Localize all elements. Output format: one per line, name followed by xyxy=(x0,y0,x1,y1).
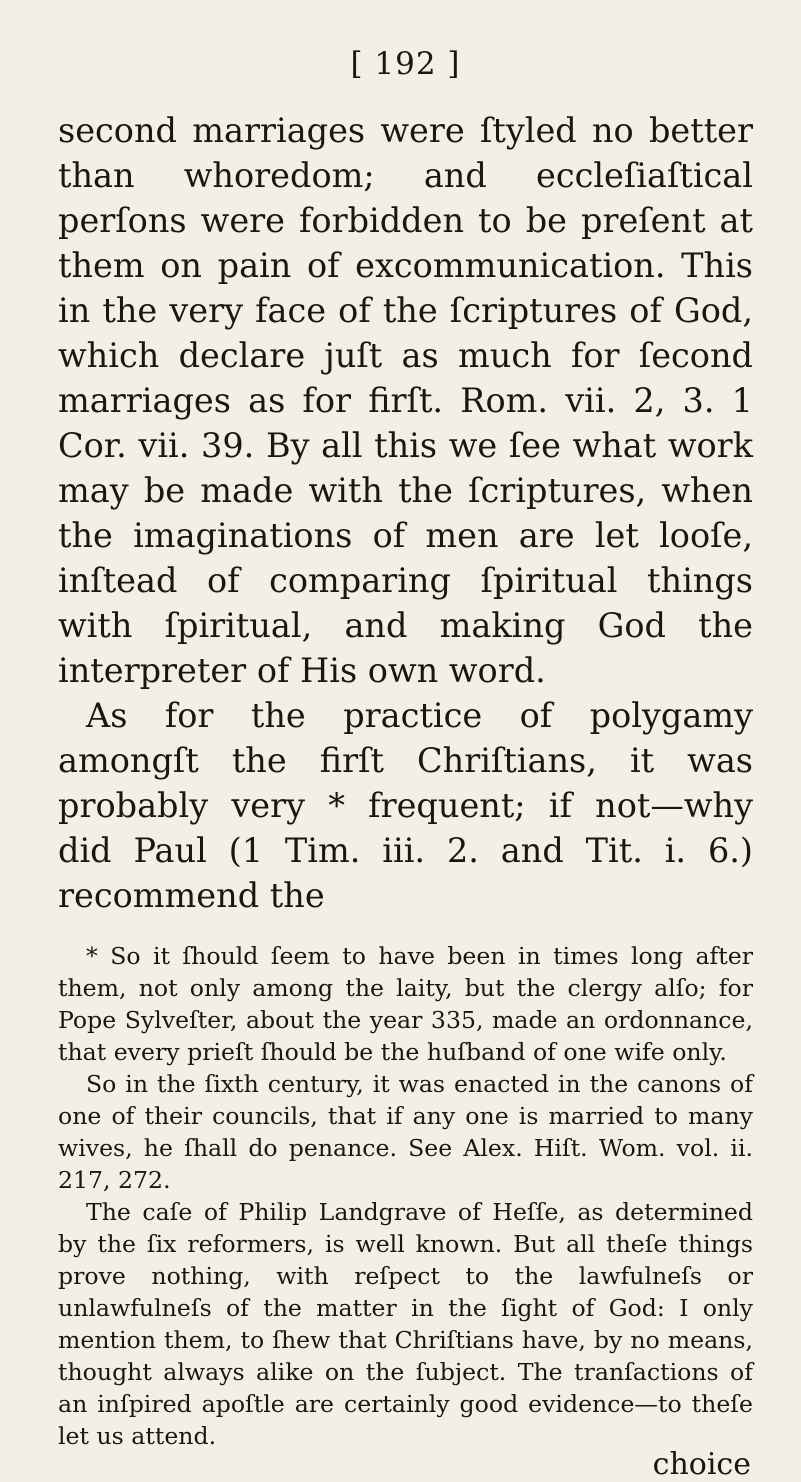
main-paragraph-2: As for the practice of polygamy amongſt the firſt Chriſtians, it was probably very * frequent; if not—why did Paul (1 Tim. iii. 2. and Tit. i. 6.) recommend the xyxy=(58,696,753,915)
page-number: [ 192 ] xyxy=(350,46,461,82)
main-paragraph-1: second marriages were ſtyled no better than whoredom; and eccleſiaſtical perſons were forbidden to be preſent at them on pain of excommunication. This in the very face of the ſcriptures of God, which declare juſt as much for ſecond marriages as for firſt. Rom. vii. 2, 3. 1 Cor. vii. 39. By all this we ſee what work may be made with the ſcriptures, when the imaginations of men are let looſe, inſtead of comparing ſpiritual things with ſpiritual, and making God the interpreter of His own word. xyxy=(58,111,753,690)
footnotes xyxy=(58,940,753,1452)
catchword: choice xyxy=(652,1447,751,1482)
footnote-1: * So it ſhould ſeem to have been in times long after them, not only among the laity, but the clergy alſo; for Pope Sylveſter, about the year 335, made an ordonnance, that every prieſt ſhould be the huſband of one wife only. xyxy=(58,942,753,1066)
main-text xyxy=(58,108,753,918)
footnote-3: The caſe of Philip Landgrave of Heſſe, as determined by the ſix reformers, is well known. But all theſe things prove nothing, with reſpect to the lawfulneſs or unlawfulneſs of the matter in the ſight of God: I only mention them, to ſhew that Chriſtians have, by no means, thought always alike on the ſubject. The tranſactions of an inſpired apoſtle are certainly good evidence—to theſe let us attend. xyxy=(58,1198,753,1450)
footnote-2: So in the ſixth century, it was enacted in the canons of one of their councils, that if any one is married to many wives, he ſhall do penance. See Alex. Hiſt. Wom. vol. ii. 217, 272. xyxy=(58,1070,753,1194)
